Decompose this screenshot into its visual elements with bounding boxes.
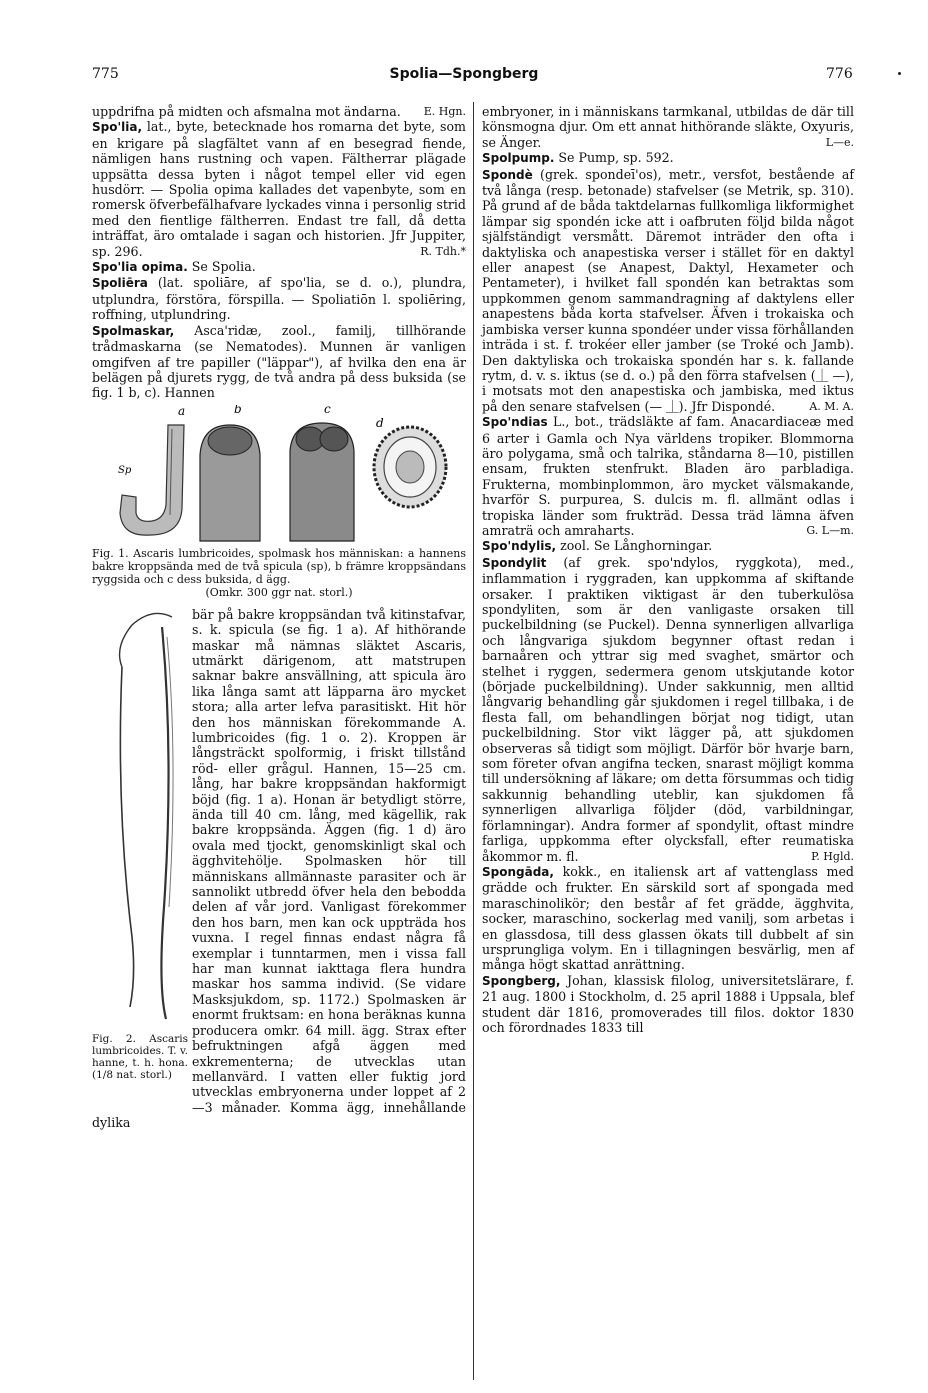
headword: Spo'ndylis, xyxy=(482,539,557,554)
headword: Spoliēra xyxy=(92,276,148,291)
left-page-number: 775 xyxy=(92,66,119,82)
headword: Spongberg, xyxy=(482,973,561,988)
entry-spolpump: Spolpump. Se Pump, sp. 592. xyxy=(482,150,674,166)
figure-2-illustration xyxy=(92,607,188,1027)
signature: G. L—m. xyxy=(806,523,854,537)
signature: R. Tdh.* xyxy=(420,244,466,258)
margin-dot xyxy=(898,72,901,75)
entry-spolmaskar: Spolmaskar, Asca'ridæ, zool., familj, tillhörande trådmaskarna (se Nematodes). Munnen är vanligen omgifven af tre papiller ("läppar"), af hvilka den ena är belägen på djurets rygg, de två andra på dess buksida (se fig. 1 b, c). Hannen xyxy=(92,322,466,401)
entry-continuation-right: embryoner, in i människans tarmkanal, utbildas de där till könsmogna djur. Om ett annat hithörande släkte, Oxyuris, se Änger. L—e. xyxy=(482,104,854,150)
running-title: Spolia—Spongberg xyxy=(389,66,539,82)
figure-1 xyxy=(92,405,466,545)
worm-head-c-lip-right xyxy=(320,427,348,451)
headword: Spolpump. xyxy=(482,151,555,166)
signature: P. Hgld. xyxy=(811,849,854,863)
entry-spongada: Spongāda, kokk., en italiensk art af vattenglass med grädde och frukter. En särskild sort af spongada med maraschinolikör; den består af fet grädde, ägghvita, socker, maraschino, sockerlag med vanilj, som arbetas i en glassdosa, till dess glassen ökats till dubbelt af sin ursprungliga volym. En i tillagningen besvärlig, men af många högt skattad anrättning. xyxy=(482,863,854,973)
signature: L—e. xyxy=(825,135,854,149)
worm-male xyxy=(120,667,133,1007)
fig-label-d: d xyxy=(376,415,384,430)
entry-continuation: uppdrifna på midten och afsmalna mot ändarna. E. Hgn. xyxy=(92,104,466,119)
signature: A. M. A. xyxy=(809,399,854,413)
worm-female xyxy=(161,627,168,1019)
headword: Spondylit xyxy=(482,555,547,570)
worm-tail-a xyxy=(120,425,184,535)
headword: Spongāda, xyxy=(482,864,554,879)
figure-1-caption: Fig. 1. Ascaris lumbricoides, spolmask hos människan: a hannens bakre kroppsända med de två spicula (sp), b främre kroppsändans ryggsida och c dess buksida, d ägg. (Omkr. 300 ggr nat. storl.) xyxy=(92,546,466,599)
headword: Spolmaskar, xyxy=(92,323,175,338)
entry-spolia: Spo'lia, lat., byte, betecknade hos romarna det byte, som en krigare på slagfältet vann af en besegrad fiende, nämligen hans rustning och vapen. Fältherrar plägade uppsätta dessa byten i något tempel eller vid egen husdörr. — Spolia opima kallades det vapenbyte, som en romersk öfverbefälhafvare lyckades vinna i personlig strid med den fientlige fältherren. Endast tre fall, då detta inträffat, äro omtalade i sagan och historien. Jfr Juppiter, sp. 296. R. Tdh.* xyxy=(92,119,466,259)
entry-spongberg: Spongberg, Johan, klassisk filolog, universitetslärare, f. 21 aug. 1800 i Stockholm, d. 25 april 1888 i Uppsala, blef student där 1816, promoverades till filos. doktor 1830 och förordnades 1833 till xyxy=(482,972,854,1035)
worm-head-b-lip xyxy=(208,427,252,455)
figure-2-caption: Fig. 2. Ascaris lumbricoides. T. v. hanne, t. h. hona. (1/8 nat. storl.) xyxy=(92,1032,188,1081)
headword: Spondè xyxy=(482,167,533,182)
right-column xyxy=(482,104,854,1035)
fig-label-a: a xyxy=(178,404,186,418)
headword: Spo'lia opima. xyxy=(92,260,188,275)
column-rule xyxy=(473,102,474,1380)
egg-d-core xyxy=(396,451,424,483)
entry-sponde: Spondè (grek. spondeī'os), metr., versfot, bestående af två långa (resp. betonade) stafvelser (se Metrik, sp. 310). På grund af de båda taktdelarnas fullkomliga likformighet lämpar sig spondén icke att i oafbruten följd bilda något själfständigt versmått. Däremot inträder den ofta i daktyliska och anapestiska verser i stället för en daktyl eller anapest (se Anapest, Daktyl, Hexameter och Pentameter), i hvilket fall spondén kan betraktas som uppkommen genom sammandragning af daktylens eller anapestens båda korta stafvelser. Äfven i trokaiska och jambiska verser kunna spondéer under vissa förhållanden inträda i st. f. trokéer eller jamber (se Troké och Jamb). Den daktyliska och trokaiska spondén har s. k. fallande rytm, d. v. s. iktus (se d. o.) på den förra stafvelsen (⏊ —), i motsats mot den anapestiska och jambiska, med iktus på den senare stafvelsen (— ⏊). Jfr Dispondé. A. M. A. xyxy=(482,166,854,414)
entry-spondylit: Spondylit (af grek. spo'ndylos, ryggkota), med., inflammation i ryggraden, kan uppkomma af skiftande orsaker. I praktiken viktigast är den tuberkulösa spondyliten, som är den vanligaste orsaken till puckelbildning (se Puckel). Denna synnerligen allvarliga och långvariga sjukdom begynner oftast redan i barnaåren och yttrar sig med svaghet, smärtor och stelhet i ryggen, sedermera genom utskjutande kotor (började puckelbildning). Under sakkunnig, men alltid långvarig behandling går sjukdomen i regel tillbaka, i de flesta fall, om behandlingen börjat nog tidigt, utan puckelbildning. Stor vikt lägger på, att sjukdomen observeras så tidigt som möjligt. Därför bör hvarje barn, som företer ofvan angifna tecken, snarast möjligt komma till undersökning af läkare; om detta försummas och tidig sakkunnig behandling uteblir, kan sjukdomen få synnerligen allvarliga följder (död, varbildningar, förlamningar). Andra former af spondylit, oftast mindre farliga, uppkomma efter olycksfall, efter reumatiska åkommor m. fl. P. Hgld. xyxy=(482,554,854,864)
entry-spoliera: Spoliēra (lat. spoliāre, af spo'lia, se d. o.), plundra, utplundra, förstöra, förspilla. — Spoliatiōn l. spoliēring, roffning, utplundring. xyxy=(92,275,466,323)
signature: E. Hgn. xyxy=(423,105,466,118)
headword: Spo'ndias xyxy=(482,415,548,430)
entry-spolia-opima: Spo'lia opima. Se Spolia. xyxy=(92,259,256,275)
left-column xyxy=(92,104,466,1131)
entry-spondias: Spo'ndias L., bot., trädsläkte af fam. Anacardiaceæ med 6 arter i Gamla och Nya världens tropiker. Blommorna äro polygama, små och talrika, ståndarna 8—10, pistillen ensam, frukten stenfrukt. Bladen äro parbladiga. Frukterna, mombinplommon, äro mycket välsmakande, hvarför S. purpurea, S. dulcis m. fl. allmänt odlas i tropiska länder som frukträd. Dessa träd lämna äfven amraträ och amraharts. G. L—m. xyxy=(482,414,854,538)
right-page-number: 776 xyxy=(826,66,853,82)
fig-label-b: b xyxy=(234,404,242,416)
figure-2 xyxy=(92,607,188,1107)
headword: Spo'lia, xyxy=(92,120,143,135)
fig-label-c: c xyxy=(324,404,331,416)
figure-1-illustration xyxy=(92,405,466,545)
fig-label-sp: Sp xyxy=(118,464,132,476)
entry-spolmaskar-continued: Fig. 2. Ascaris lumbricoides. T. v. hanne, t. h. hona. (1/8 nat. storl.) bär på bakre kroppsändan två kitinstafvar, s. k. spicula (se fig. 1 a). Af hithörande maskar må nämnas släktet Ascaris, utmärkt därigenom, att matstrupen saknar bakre ansvällning, att spicula äro lika långa samt att läpparna äro mycket stora; alla arter lefva parasitiskt. Hit hör den hos människan förekommande A. lumbricoides (fig. 1 o. 2). Kroppen är långsträckt spolformig, i friskt tillstånd röd- eller grågul. Hannen, 15—25 cm. lång, har bakre kroppsändan hakformigt böjd (fig. 1 a). Honan är betydligt större, ända till 40 cm. lång, med kägellik, rak bakre kroppsända. Äggen (fig. 1 d) äro ovala med tjockt, genomskinligt skal och ägghvitehölje. Spolmasken hör till människans allmännaste parasiter och är sannolikt utbredd öfver hela den bebodda delen af vår jord. Vanligast förekommer den hos barn, men kan ock uppträda hos vuxna. I regel finnas endast några få exemplar i tunntarmen, men i vissa fall har man kunnat iakttaga flera hundra maskar hos samma individ. (Se vidare Masksjukdom, sp. 1172.) Spolmasken är enormt fruktsam: en hona beräknas kunna producera omkr. 64 mill. ägg. Strax efter befruktningen afgå äggen med exkrementerna; de utvecklas utan mellanvärd. I vatten eller fuktig jord utvecklas embryonerna under loppet af 2—3 månader. Komma ägg, innehållande dylika xyxy=(92,606,466,1131)
entry-spondylis: Spo'ndylis, zool. Se Långhorningar. xyxy=(482,538,713,554)
